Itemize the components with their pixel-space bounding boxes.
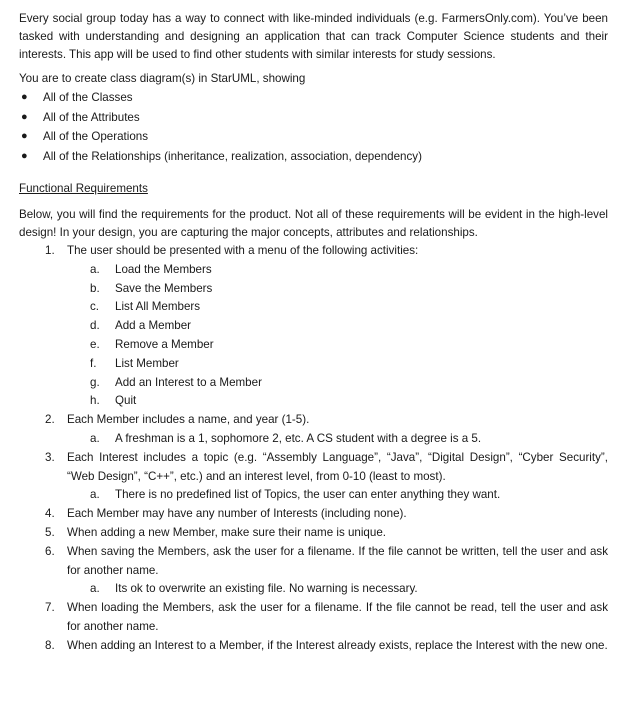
requirement-text: The user should be presented with a menu of the following activities: — [67, 244, 419, 257]
requirement-item — [19, 543, 608, 599]
requirement-item — [19, 449, 608, 505]
menu-activities-list — [67, 261, 608, 411]
bullet-icon: ● — [21, 91, 28, 103]
bullet-item: ● All of the Operations — [19, 127, 608, 147]
requirement-number: 4. — [45, 507, 55, 521]
sub-item: g. Add an Interest to a Member — [90, 375, 262, 389]
deliverables-list — [19, 88, 608, 166]
requirements-intro: Below, you will find the requirements for the product. Not all of these requirements will be evident in the high-level design! In your design, you are capturing the major concepts, attributes and relationships. — [19, 208, 608, 239]
requirement-number: 3. — [45, 450, 55, 464]
task-statement: You are to create class diagram(s) in StarUML, showing — [19, 72, 306, 85]
requirement-item — [19, 242, 608, 411]
bullet-item: ● All of the Attributes — [19, 108, 608, 128]
sub-item: c. List All Members — [90, 300, 201, 314]
sub-item: a. A freshman is a 1, sophomore 2, etc. A CS student with a degree is a 5. — [90, 431, 482, 445]
requirement-number: 1. — [45, 244, 55, 257]
requirement-number: 2. — [45, 413, 55, 427]
requirement-number: 7. — [45, 601, 55, 615]
requirement-item — [19, 411, 608, 449]
requirement-text: Each Member may have any number of Interests (including none). — [67, 507, 407, 521]
requirement-item — [19, 505, 608, 524]
requirement-item — [19, 524, 608, 543]
sub-item: d. Add a Member — [90, 319, 192, 333]
bullet-item: ● All of the Classes — [19, 88, 608, 108]
section-heading: Functional Requirements — [19, 182, 148, 195]
requirement-number: 6. — [45, 544, 55, 558]
requirement-text: When saving the Members, ask the user for a filename. If the file cannot be written, tell the user and ask for another name. — [67, 544, 608, 577]
sub-item: b. Save the Members — [90, 281, 213, 295]
sub-item: a. There is no predefined list of Topics, the user can enter anything they want. — [90, 488, 501, 502]
requirement-number: 8. — [45, 638, 55, 652]
sub-item: a. Load the Members — [90, 262, 212, 276]
sub-item: h. Quit — [90, 394, 137, 408]
requirement-text: When loading the Members, ask the user for a filename. If the file cannot be read, tell the user and ask for another name. — [67, 601, 608, 633]
requirement-item — [19, 599, 608, 637]
bullet-icon: ● — [21, 110, 28, 123]
sub-item: f. List Member — [90, 356, 179, 370]
bullet-item: ● All of the Relationships (inheritance, realization, association, dependency) — [19, 147, 608, 167]
requirement-text: When adding an Interest to a Member, if the Interest already exists, replace the Interest with the new one. — [67, 638, 608, 652]
requirement-text: Each Member includes a name, and year (1-5). — [67, 413, 310, 427]
intro-paragraph: Every social group today has a way to connect with like-minded individuals (e.g. FarmersOnly.com). You’ve been tasked with understanding and designing an application that can track Computer Science students and their interests. This app will be used to find other students with similar interests for study sessions. — [19, 12, 608, 61]
requirement-text: Each Interest includes a topic (e.g. “Assembly Language”, “Java”, “Digital Design”, “Cyber Security”, “Web Design”, “C++”, etc.) and an interest level, from 0-10 (least to most). — [67, 450, 608, 483]
requirements-list — [19, 242, 608, 656]
sub-item: e. Remove a Member — [90, 337, 214, 351]
bullet-icon: ● — [21, 149, 28, 162]
requirement-text: When adding a new Member, make sure their name is unique. — [67, 525, 386, 539]
bullet-icon: ● — [21, 130, 28, 142]
requirement-item — [19, 637, 608, 656]
requirement-number: 5. — [45, 525, 55, 539]
sub-item: a. Its ok to overwrite an existing file. No warning is necessary. — [90, 582, 418, 596]
